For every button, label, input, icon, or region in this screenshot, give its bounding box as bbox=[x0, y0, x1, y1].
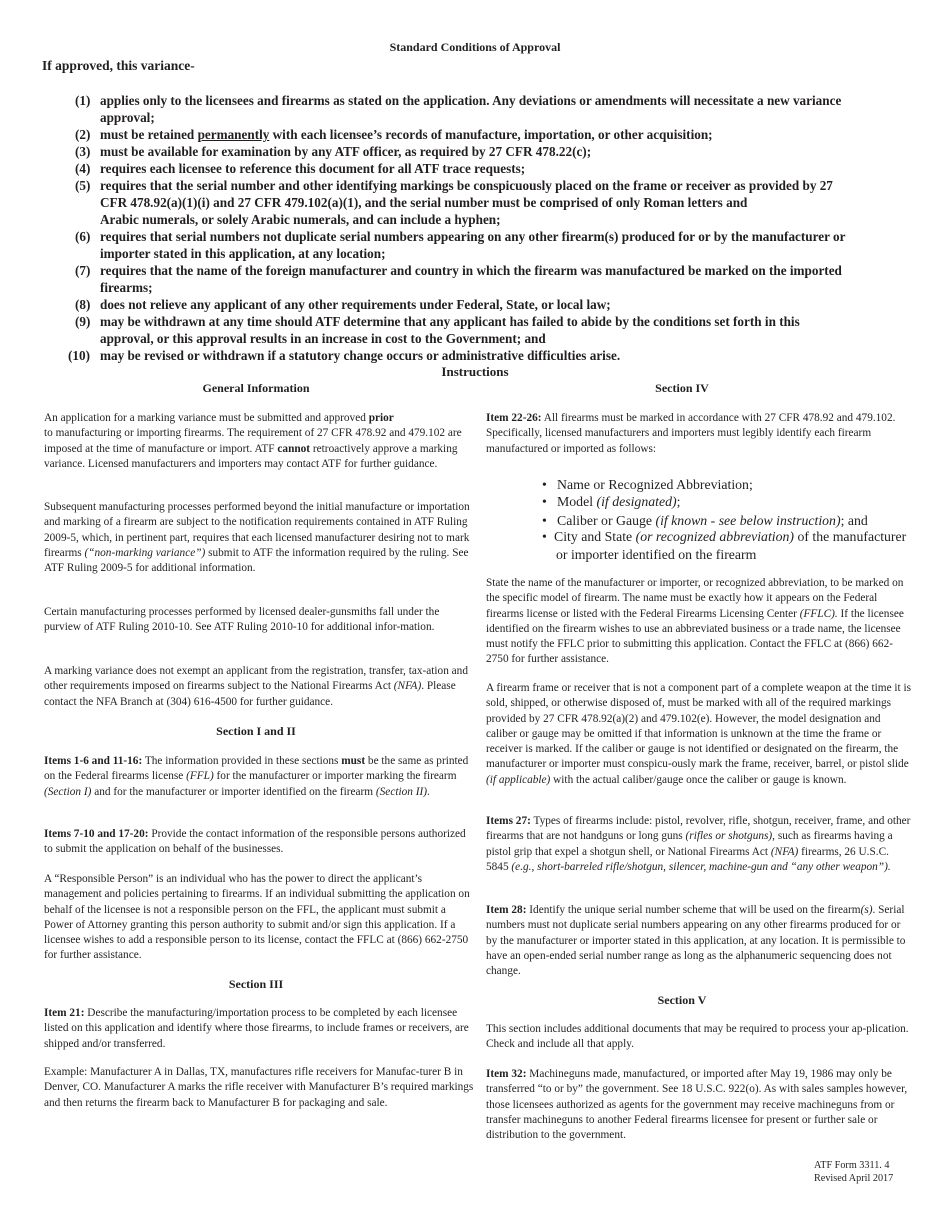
general-info-p1: An application for a marking variance must be submitted and approved prior to manufacturing or importing firearms. The requirement of 27 CFR 478.92 and 479.102 are imposed at the time of manufacture or import. ATF cannot retroactively approve a marking variance. Licensed manufacturers and importers may contact ATF for further guidance. bbox=[44, 412, 462, 470]
section-4-p4: Items 27: Types of firearms include: pistol, revolver, rifle, shotgun, receiver, frame, and other firearms that are not handguns or long guns (rifles or shotguns), such as firearms having a pistol grip that expel a shotgun shell, or National Firearms Act (NFA) firearms, 26 U.S.C. 5845 (e.g., short-barreled rifle/shotgun, silencer, machine-gun and “any other weapon”). bbox=[486, 815, 911, 873]
bullet-item: • Name or Recognized Abbreviation; bbox=[542, 477, 753, 492]
page-title: Standard Conditions of Approval bbox=[389, 40, 561, 54]
instructions-title: Instructions bbox=[441, 364, 509, 379]
section-5-heading: Section V bbox=[657, 993, 707, 1007]
general-info-p2: Subsequent manufacturing processes performed beyond the initial manufacture or importation and marking of a firearm are subject to the notification requirements contained in ATF Ruling 2009-5, which, in pertinent part, requires that each licensed manufacturer desiring not to mark firearms (“non-marking variance”) submit to ATF the information required by the ruling. See ATF Ruling 2009-5 for additional information. bbox=[44, 501, 470, 575]
section-1-2-p2: Items 7-10 and 17-20: Provide the contact information of the responsible persons authorized to submit the application on behalf of the businesses. bbox=[44, 828, 466, 856]
section-5-p2: Item 32: Machineguns made, manufactured, or imported after May 19, 1986 may only be transferred “to or by” the government. See 18 U.S.C. 922(o). As with sales samples however, those licensees authorized as agents for the government may receive machineguns from or transfer machineguns to another Federal firearms licensee for present or further sale or distribution to the government. bbox=[486, 1068, 908, 1142]
bullet-item: • City and State (or recognized abbreviation) of the manufacturer or importer identified on the firearm bbox=[542, 529, 907, 562]
section-4-p3: A firearm frame or receiver that is not a component part of a complete weapon at the time it is sold, shipped, or otherwise disposed of, must be marked with all of the required markings provided by 27 CFR 478.92(a)(2) and 479.102(e). However, the model designation and caliber or gauge may be omitted if that information is unknown at the time the frame or receiver is marked. If the caliber or gauge is not identified or designated on the firearm, the manufacturer or importer must conspicu-ously mark the frame, receiver, barrel, or pistol slide (if applicable) with the actual caliber/gauge once the caliber or gauge is known. bbox=[486, 682, 912, 786]
section-5-p1: This section includes additional documents that may be required to process your ap-plication. Check and include all that apply. bbox=[486, 1023, 909, 1051]
bullet-item: • Caliber or Gauge (if known - see below instruction); and bbox=[542, 513, 868, 528]
section-3-example: Example: Manufacturer A in Dallas, TX, manufactures rifle receivers for Manufac-turer B in Denver, CO. Manufacturer A marks the rifle receiver with Manufacturer B’s required markings and then returns the firearm back to Manufacturer B for packaging and sale. bbox=[44, 1066, 474, 1109]
section-4-p1: Item 22-26: All firearms must be marked in accordance with 27 CFR 478.92 and 479.102. Specifically, licensed manufacturers and importers must legibly identify each firearm manufactured or imported as follows: bbox=[486, 412, 896, 455]
section-1-2-heading: Section I and II bbox=[216, 724, 296, 738]
section-3-p1: Item 21: Describe the manufacturing/importation process to be completed by each licensee listed on this application and identify where those firearms, to include frames or receivers, are shipped and/or transferred. bbox=[44, 1007, 469, 1050]
section-1-2-p1: Items 1-6 and 11-16: The information provided in these sections must be the same as printed on the Federal firearms license (FFL) for the manufacturer or importer marking the firearm (Section I) and for the manufacturer or importer identified on the firearm (Section II). bbox=[44, 755, 469, 798]
section-4-p2: State the name of the manufacturer or importer, or recognized abbreviation, to be marked on the specific model of firearm. The name must be exactly how it appears on the Federal firearms license or listed with the Federal Firearms Licensing Center (FFLC). If the licensee identified on the firearm wishes to use an abbreviated business or a trade name, the licensee must notify the FFLC prior to submitting this application. Contact the FFLC at (866) 662-2750 for further assistance. bbox=[486, 577, 904, 666]
bullet-item: • Model (if designated); bbox=[542, 494, 681, 509]
general-info-heading: General Information bbox=[202, 381, 310, 395]
general-info-p3: Certain manufacturing processes performed by licensed dealer-gunsmiths fall under the purview of ATF Ruling 2010-10. See ATF Ruling 2010-10 for additional infor-mation. bbox=[44, 606, 440, 634]
general-info-p4: A marking variance does not exempt an applicant from the registration, transfer, tax-ation and other requirements imposed on firearms subject to the National Firearms Act (NFA). Please contact the NFA Branch at (304) 616-4500 for further guidance. bbox=[44, 665, 468, 708]
section-4-heading: Section IV bbox=[655, 381, 709, 395]
form-number: ATF Form 3311. 4 Revised April 2017 bbox=[814, 1160, 894, 1184]
section-3-heading: Section III bbox=[228, 977, 284, 991]
intro-text: If approved, this variance- bbox=[42, 58, 195, 73]
section-4-p5: Item 28: Identify the unique serial number scheme that will be used on the firearm(s). Serial numbers must not duplicate serial numbers appearing on any other firearms produced for or by the manufacturer or importer stated in this application, at any location. It is permissible to have an open-ended serial number range as long as the alphanumeric sequencing does not change. bbox=[486, 904, 906, 978]
section-1-2-p3: A “Responsible Person” is an individual who has the power to direct the applicant’s management and policies pertaining to firearms. If an individual submitting the application on behalf of the licensee is not a responsible person on the FFL, the applicant must submit a Power of Attorney granting this person authority to submit and/or sign this application. If a licensee wishes to add a responsible person to its license, contact the FFLC at (866) 662-2750 for further assistance. bbox=[44, 873, 470, 962]
